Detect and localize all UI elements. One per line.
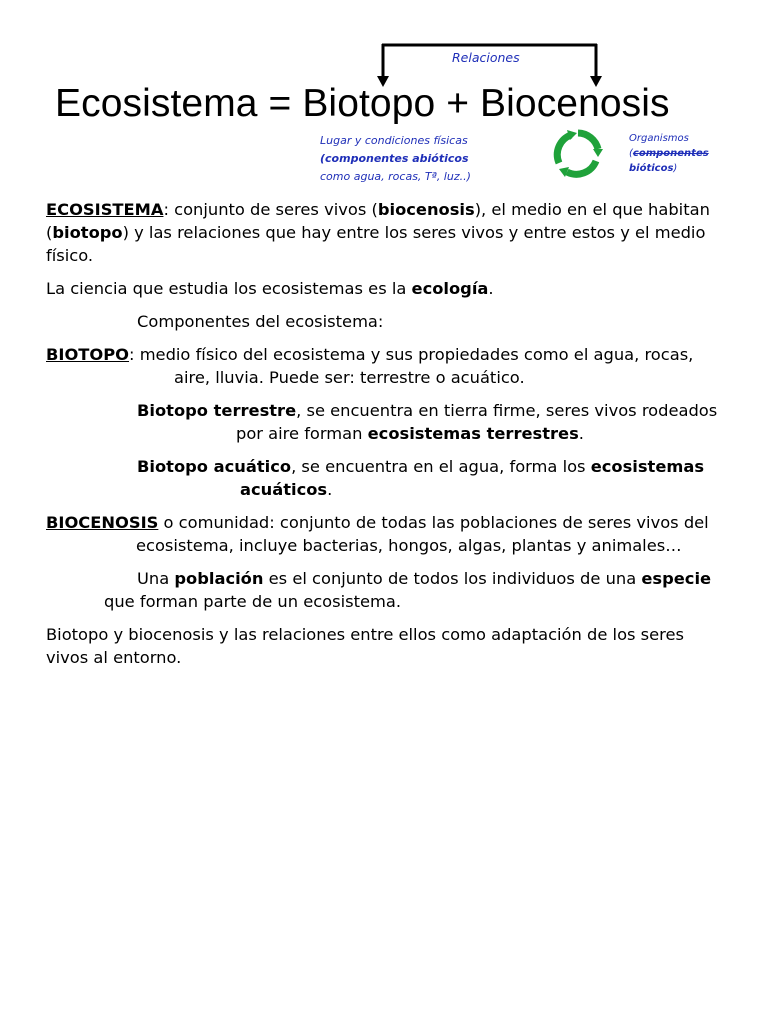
header-figure	[0, 0, 768, 195]
paragraph-conclusion	[46, 623, 726, 669]
text: o comunidad: conjunto de todas las poblaciones de seres vivos del	[158, 513, 709, 532]
bold-biocenosis: biocenosis	[377, 200, 475, 219]
biotope-note-line2: (componentes abióticos	[320, 152, 469, 165]
text: La ciencia que estudia los ecosistemas es la	[46, 279, 412, 298]
bold-ecologia: ecología	[411, 279, 489, 298]
biotope-note-line1: Lugar y condiciones físicas	[320, 134, 468, 147]
organisms-note-close-paren: )	[673, 163, 678, 174]
text: Biotopo y biocenosis y las relaciones entre ellos como adaptación de los seres vivos al entorno.	[46, 625, 685, 667]
organisms-note-components: componentes	[632, 148, 709, 159]
bold-biotopo: biotopo	[52, 223, 123, 242]
term-biocenosis: BIOCENOSIS	[46, 513, 159, 532]
text: que forman parte de un ecosistema.	[104, 592, 402, 611]
text: Una	[137, 569, 175, 588]
text: ) y las relaciones que hay entre los seres vivos y entre estos y el medio físico.	[46, 223, 706, 265]
text: Componentes del ecosistema:	[137, 312, 384, 331]
text: ecosistema, incluye bacterias, hongos, algas, plantas y animales…	[136, 536, 682, 555]
organisms-note-line2	[629, 146, 709, 161]
bold-biotopo-terrestre: Biotopo terrestre	[137, 401, 297, 420]
bold-biotopo-acuatico: Biotopo acuático	[137, 457, 292, 476]
text: .	[488, 279, 494, 298]
organisms-note-line3	[629, 161, 709, 176]
text: : medio físico del ecosistema y sus propiedades como el agua, rocas,	[129, 345, 694, 364]
text: , se encuentra en el agua, forma los	[291, 457, 591, 476]
organisms-note-biotic: bióticos	[629, 163, 674, 174]
ecosystem-equation: Ecosistema = Biotopo + Biocenosis	[55, 82, 670, 125]
text: aire, lluvia. Puede ser: terrestre o acuático.	[174, 368, 525, 387]
bold-ecosistemas: ecosistemas	[590, 457, 705, 476]
term-biotopo: BIOTOPO	[46, 345, 130, 364]
organisms-note-line1: Organismos	[629, 133, 689, 144]
text: .	[578, 424, 584, 443]
recycle-arrows-icon	[551, 127, 605, 181]
document-body	[46, 198, 726, 679]
text: , se encuentra en tierra firme, seres vivos rodeados	[296, 401, 718, 420]
paragraph-ecologia	[46, 277, 726, 300]
biotope-note-line3: como agua, rocas, Tª, luz..)	[320, 170, 471, 183]
paragraph-biotopo-terrestre	[46, 399, 726, 445]
paragraph-biotopo-acuatico	[46, 455, 726, 501]
bold-ecosistemas-terrestres: ecosistemas terrestres	[367, 424, 579, 443]
text: : conjunto de seres vivos (	[163, 200, 378, 219]
paragraph-biotopo	[46, 343, 726, 389]
organisms-note	[629, 131, 709, 176]
bold-especie: especie	[641, 569, 712, 588]
term-ecosistema: ECOSISTEMA	[46, 200, 164, 219]
text: por aire forman	[236, 424, 368, 443]
organisms-note-paren: (	[629, 148, 633, 159]
relations-label: Relaciones	[452, 50, 520, 65]
paragraph-componentes	[46, 310, 726, 333]
text: .	[327, 480, 333, 499]
paragraph-biocenosis	[46, 511, 726, 557]
paragraph-poblacion	[46, 567, 726, 613]
text: es el conjunto de todos los individuos de una	[263, 569, 642, 588]
bold-poblacion: población	[174, 569, 264, 588]
biotope-note	[320, 132, 471, 186]
bold-acuaticos: acuáticos	[240, 480, 328, 499]
text: ), el medio en el que habitan (	[46, 200, 710, 242]
paragraph-ecosistema	[46, 198, 726, 267]
